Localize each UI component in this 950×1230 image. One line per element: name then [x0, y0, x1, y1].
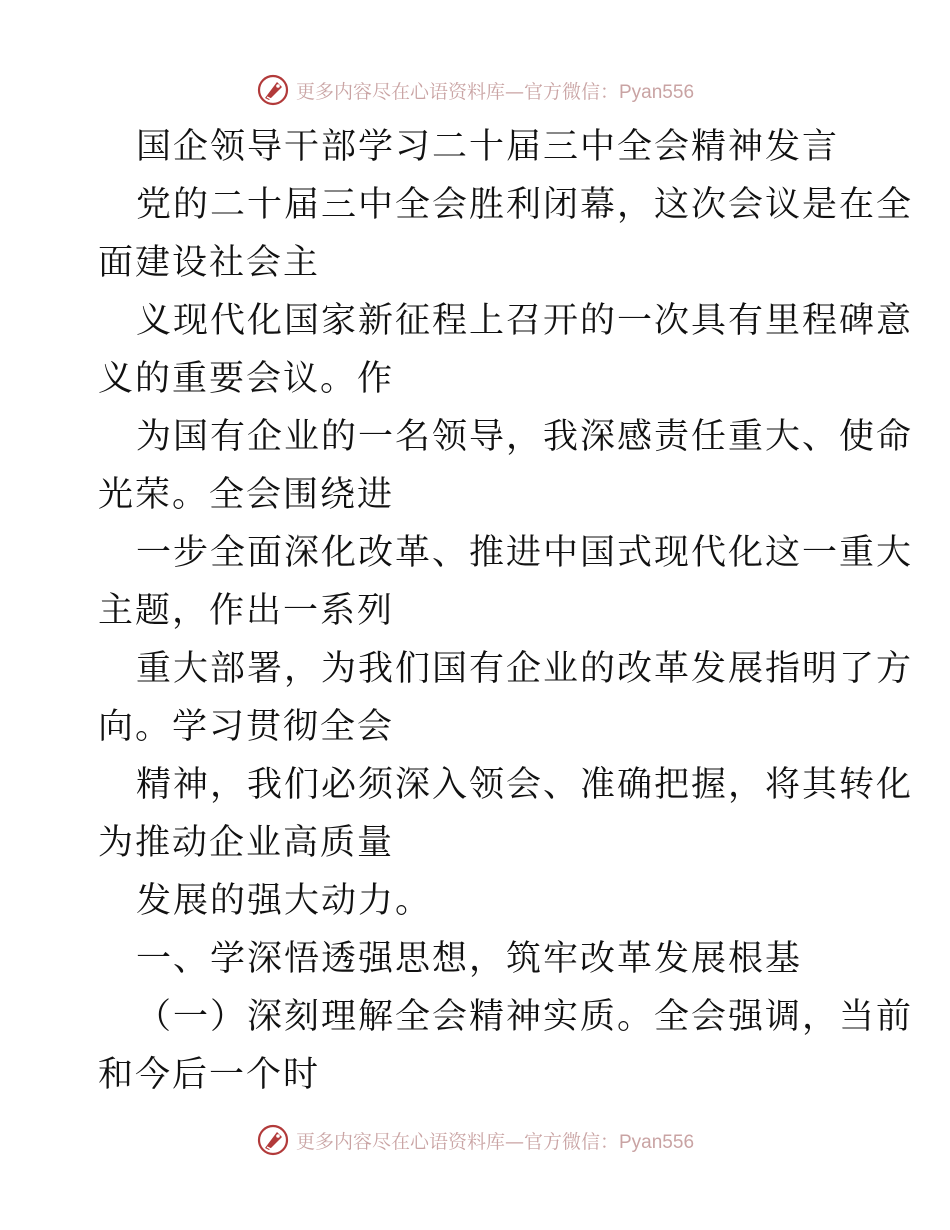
watermark-site-text: 更多内容尽在心语资料库—官方微信： [295, 1130, 619, 1153]
text-line: 重大部署，为我们国有企业的改革发展指明了方 [136, 649, 914, 689]
watermark-site-text: 更多内容尽在心语资料库—官方微信： [295, 80, 619, 103]
text-line: 面建设社会主 [98, 243, 321, 283]
pen-nib-logo-icon [256, 1123, 290, 1157]
footer-watermark [0, 1120, 950, 1160]
watermark-text [296, 1127, 694, 1154]
text-line: 国企领导干部学习二十届三中全会精神发言 [136, 127, 840, 167]
text-line: 和今后一个时 [98, 1055, 321, 1095]
text-line: 向。学习贯彻全会 [98, 707, 395, 747]
header-watermark [0, 70, 950, 110]
watermark-wechat-id: Pyan556 [619, 1131, 695, 1153]
text-line: 为推动企业高质量 [98, 823, 395, 863]
watermark-text [296, 77, 694, 104]
text-line: 党的二十届三中全会胜利闭幕，这次会议是在全 [136, 185, 914, 225]
text-line: 一、学深悟透强思想，筑牢改革发展根基 [136, 939, 803, 979]
text-line: 义的重要会议。作 [98, 359, 395, 399]
text-line: 一步全面深化改革、推进中国式现代化这一重大 [136, 533, 914, 573]
text-line: 主题，作出一系列 [98, 591, 395, 631]
text-line: 光荣。全会围绕进 [98, 475, 395, 515]
document-body [98, 118, 914, 1104]
text-line: 精神，我们必须深入领会、准确把握，将其转化 [136, 765, 914, 805]
watermark-wechat-id: Pyan556 [619, 81, 695, 103]
text-line: 义现代化国家新征程上召开的一次具有里程碑意 [136, 301, 914, 341]
text-line: （一）深刻理解全会精神实质。全会强调，当前 [136, 997, 914, 1037]
text-line: 为国有企业的一名领导，我深感责任重大、使命 [136, 417, 914, 457]
pen-nib-logo-icon [256, 73, 290, 107]
text-line: 发展的强大动力。 [136, 881, 433, 921]
